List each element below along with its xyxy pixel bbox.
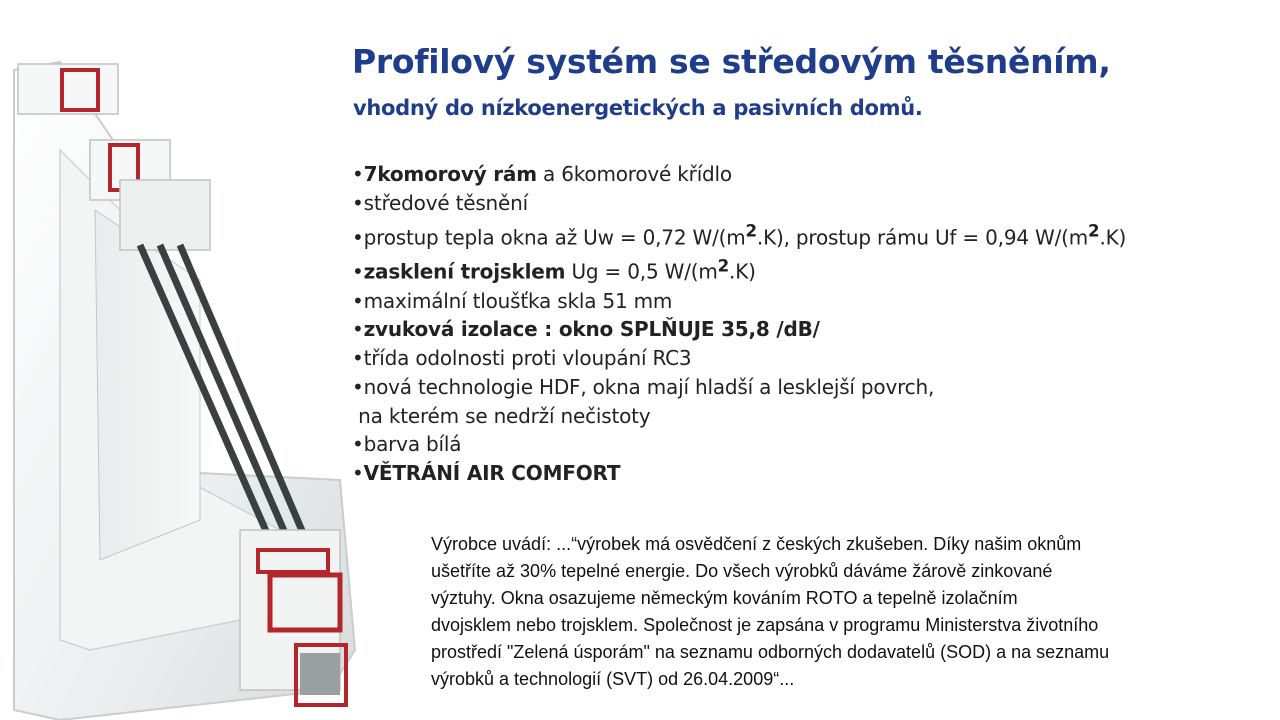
feature-bold-text: 7komorový rám [363,162,537,186]
feature-text: na kterém se nedrží nečistoty [352,403,651,428]
feature-text: .K), prostup rámu Uf = 0,94 W/(m [756,225,1089,250]
feature-text: Ug = 0,5 W/(m [565,259,718,284]
feature-bold-text: zasklení trojsklem [363,259,566,284]
feature-bold-text: VĚTRÁNÍ AIR COMFORT [363,461,621,486]
quote-line: dvojsklem nebo trojsklem. Společnost je zapsána v programu Ministerstva životního [431,615,1099,635]
quote-line: ušetříte až 30% tepelné energie. Do všech výrobků dáváme žárově zinkované [431,561,1053,581]
bullet: • [352,225,364,250]
bullet: • [352,346,364,371]
bullet: • [352,374,364,399]
bullet: • [352,288,364,313]
bullet: • [352,190,364,215]
feature-item-continuation [352,402,1126,431]
page-subtitle: vhodný do nízkoenergetických a pasivních domů. [353,96,923,120]
feature-bold-text: zvuková izolace : okno SPLŇUJE 35,8 /dB/ [363,317,820,342]
bullet: • [352,317,364,342]
bullet: • [352,162,364,186]
feature-text: třída odolnosti proti vloupání RC3 [363,346,692,371]
feature-item [352,459,1126,488]
quote-line: Výrobce uvádí: ...“výrobek má osvědčení z českých zkušeben. Díky našim oknům [431,534,1082,554]
feature-text: prostup tepla okna až Uw = 0,72 W/(m [363,225,746,250]
feature-item [352,315,1126,344]
bottom-profile-chambers [240,530,346,705]
feature-text: barva bílá [363,432,462,457]
feature-item [352,189,1126,218]
bullet: • [352,461,364,486]
feature-item [352,430,1126,459]
manufacturer-quote [431,531,1261,693]
window-profile-cross-section-icon [0,50,360,720]
quote-line: prostředí "Zelená úsporám" na seznamu odborných dodavatelů (SOD) a na seznamu [431,642,1110,662]
feature-text: a 6komorové křídlo [536,162,732,186]
quote-line: výrobků a technologií (SVT) od 26.04.2009“... [431,669,795,689]
superscript: 2 [745,221,757,241]
feature-text: .K) [1099,225,1127,250]
quote-line: výztuhy. Okna osazujeme německým kováním ROTO a tepelně izolačním [431,588,1018,608]
feature-item [352,160,1126,189]
superscript: 2 [717,256,730,276]
feature-item [352,373,1126,402]
feature-item [352,252,1126,286]
feature-text: středové těsnění [363,190,528,215]
feature-list [352,160,1126,488]
feature-item [352,287,1126,316]
feature-text: maximální tloušťka skla 51 mm [363,288,673,313]
feature-item [352,218,1126,252]
bullet: • [352,259,364,284]
feature-text: .K) [729,259,756,284]
page-title: Profilový systém se středovým těsněním, [352,42,1111,81]
feature-text: nová technologie HDF, okna mají hladší a lesklejší povrch, [363,374,935,399]
superscript: 2 [1088,221,1100,241]
feature-item [352,344,1126,373]
bullet: • [352,432,364,457]
